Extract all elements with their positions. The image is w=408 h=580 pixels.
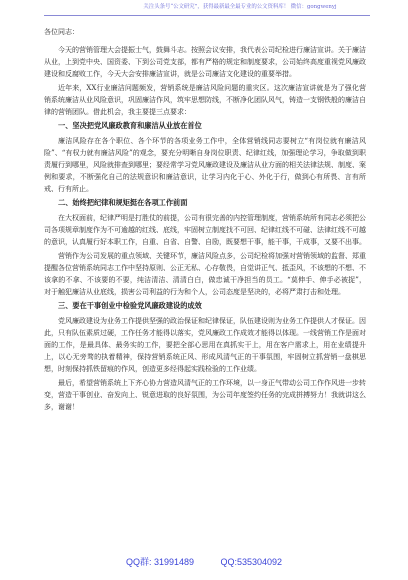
section-3-paragraph-2: 最后，希望营销系统上下齐心协力营造风清气正的工作环境，以一身正气带动公司工作作风进一步转变，营造干事创业、奋发向上、锐意进取的良好氛围，为公司年度签约任务的完成拼搏努力！我就讲这么多，谢谢！ xyxy=(44,379,366,411)
salutation: 各位同志： xyxy=(44,28,79,36)
section-2-heading: 二、始终把纪律和规矩挺在各项工作前面 xyxy=(58,198,188,207)
intro-paragraph-2: 近年来，XX行业廉洁问题频发，营销系统是廉洁风险问题的重灾区。这次廉洁宣讲就是为了强化营销系统廉洁从业风险意识，巩固廉洁作风，筑牢思想防线，不断净化团队风气，铸造一支钢铁般的廉洁自律的营销团队。借此机会，我主要提三点要求： xyxy=(44,84,366,116)
page-header-banner: 关注头条号“公文研究”，获得最新最全最专业的公文资料库！ 微信：gongwenyj xyxy=(143,4,337,10)
intro-paragraph-1: 今天的营销管理大会提振士气，鼓舞斗志。按照会议安排，我代表公司纪检进行廉洁宣讲。关于廉洁从业，上到党中央、国资委、下到公司党支部，都有严格的规定和制度要求，公司始终高度重视党风廉政建设和反腐败工作，今天大会安排廉洁宣讲，就是公司廉洁文化建设的重要举措。 xyxy=(44,46,366,78)
section-3-paragraph-1: 党风廉政建设为业务工作提供坚强的政治保证和纪律保证，队伍建设则为业务工作提供人才保证。因此，只有队伍素质过硬，工作任务才能得以落实，党风廉政工作成效才能得以体现。一线营销工作是面对面的工作，是最具体、最务实的工作，要把全部心思用在真抓实干上，用在客户需求上，用在业绩提升上，以心无旁骛的执着精神，保持营销系统正风、形成风清气正的干事氛围，牢固树立抓营销一盘棋思想，时刻保持抓铁留痕的作风，创造更多经得起实践检验的工作业绩。 xyxy=(44,317,366,373)
section-2-paragraph-2: 营销作为公司发展的重点领域、关键环节，廉洁风险点多，公司纪检将加强对营销领域的监督、郑重提醒各位营销系统同志工作中坚持原则、公正无私、心存敬畏，自觉讲正气、抵歪风，不该想的不想、不该拿的不拿、不该要的不要，纯洁清洁、清清白白，做忠诚干净担当的员工。“莫伸手、伸手必被捉”，对于触犯廉洁从业底线，损害公司利益的行为和个人，公司态度是坚决的，必将严肃打击和处理。 xyxy=(44,252,366,296)
section-1-heading: 一、坚决把党风廉政教育和廉洁从业放在首位 xyxy=(58,121,202,130)
section-1-paragraph-1: 廉洁风险存在各个职位、各个环节的各项业务工作中，全体营销线同志要树立“有岗位就有廉洁风险”、“有权力就有廉洁风险”的观念，要充分明晰自身岗位职责、纪律红线，加强理论学习，争取做到职责履行到哪里，风险就排查到哪里；要经常学习党风廉政建设及廉洁从业方面的相关法律法规、制度、案例和要求，不断强化自己的法规意识和廉洁意识，让学习内化于心、外化于行，做到心有所畏、言有所戒、行有所止。 xyxy=(44,137,366,193)
footer-qq-group: QQ群: 31991489 xyxy=(125,557,194,567)
section-2-paragraph-1: 在大权面前，纪律严明是打胜仗的前提，公司有很完善的内控管理制度，营销系统所有同志必须把公司各项规章制度作为不可逾越的红线、底线，牢固树立制度找不可回、纪律红线不可碰、法律红线不可越的意识，认真履行好本职工作，自重、自省、自警、自励，既要想干事，能干事，干成事，又要不出事。 xyxy=(44,214,366,246)
footer-qq-contact: QQ:535304092 xyxy=(220,557,283,567)
page-footer xyxy=(0,555,408,568)
header-divider xyxy=(44,15,370,16)
section-3-heading: 三、要在干事创业中检验党风廉政建设的成效 xyxy=(58,301,202,310)
document-body xyxy=(44,26,366,415)
